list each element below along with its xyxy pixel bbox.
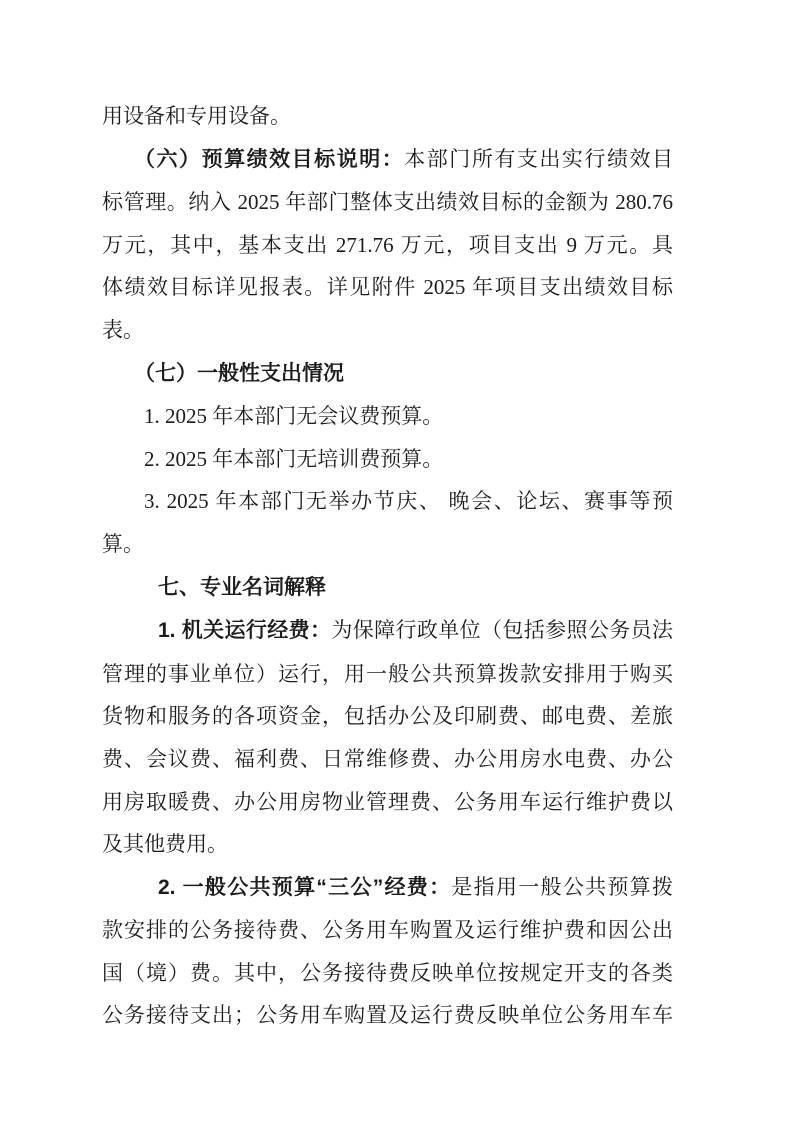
- heading-general-expenditure: [102, 352, 673, 396]
- text-line: 货物和服务的各项资金，包括办公及印刷费、邮电费、差旅: [102, 704, 673, 729]
- text-line: 表。: [102, 317, 144, 342]
- body-text: 本部门所有支出实行绩效目: [404, 146, 674, 171]
- term-three-public-funds: [102, 866, 673, 910]
- heading-bold-text: （七）一般性支出情况: [134, 361, 344, 385]
- text-line: 算。: [102, 531, 144, 556]
- text-line: 管理的事业单位）运行，用一般公共预算拨款安排用于购买: [102, 661, 673, 686]
- list-item-no-events-budget: 3. 2025 年本部门无举办节庆、 晚会、论坛、赛事等预: [144, 489, 673, 514]
- term-bold-text: 2. 一般公共预算“三公”经费：: [158, 875, 452, 899]
- text-line: 费、会议费、福利费、日常维修费、办公用房水电费、办公: [102, 746, 673, 771]
- text-line: 公务接待支出；公务用车购置及运行费反映单位公务用车车: [102, 1003, 673, 1028]
- text-line: 国（境）费。其中，公务接待费反映单位按规定开支的各类: [102, 960, 673, 985]
- term-bold-text: 1. 机关运行经费：: [158, 619, 332, 643]
- text-line: 万元，其中，基本支出 271.76 万元，项目支出 9 万元。具: [102, 232, 673, 257]
- text-line: 用设备和专用设备。: [102, 104, 291, 128]
- text-line: 用房取暖费、办公用房物业管理费、公务用车运行维护费以: [102, 789, 673, 814]
- term-agency-operating-funds: [102, 609, 673, 653]
- text-line: 标管理。纳入 2025 年部门整体支出绩效目标的金额为 280.76: [102, 190, 673, 215]
- heading-budget-performance-goals: [102, 138, 673, 182]
- list-item-no-training-budget: 2. 2025 年本部门无培训费预算。: [144, 446, 444, 471]
- heading-terminology: [102, 566, 673, 610]
- text-line: 款安排的公务接待费、公务用车购置及运行维护费和因公出: [102, 918, 673, 943]
- list-item-no-meeting-budget: 1. 2025 年本部门无会议费预算。: [144, 404, 444, 429]
- body-text: 为保障行政单位（包括参照公务员法: [331, 618, 673, 643]
- body-text: 是指用一般公共预算拨: [451, 874, 673, 899]
- heading-bold-text: 七、专业名词解释: [158, 575, 326, 599]
- text-line: 及其他费用。: [102, 832, 228, 857]
- heading-bold-text: （六）预算绩效目标说明：: [134, 147, 405, 171]
- text-line: 体绩效目标详见报表。详见附件 2025 年项目支出绩效目标: [102, 275, 673, 300]
